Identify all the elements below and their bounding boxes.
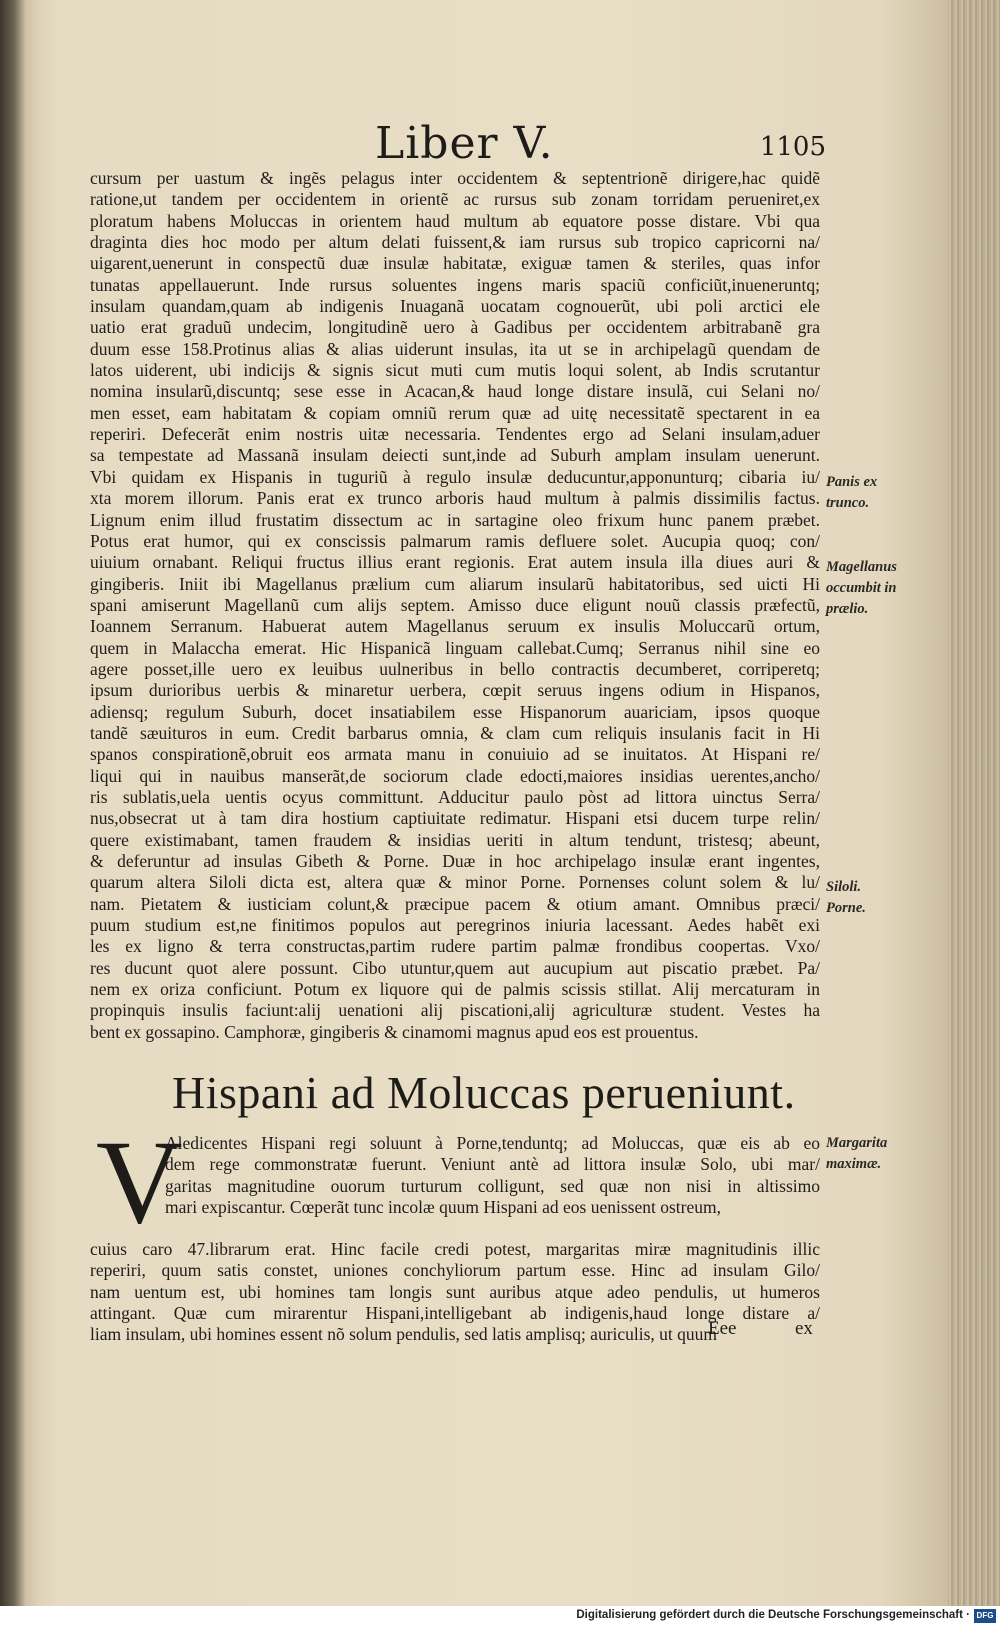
- text-line: nam. Pietatem & iusticiam colunt,& præcipue pacem & otium amant. Omnibus præci/: [90, 893, 820, 914]
- running-title: Liber V.: [375, 118, 554, 169]
- text-line: draginta dies hoc modo per altum delati fuissent,& iam rursus sub tropico capricorni na/: [90, 232, 820, 253]
- text-line: ploratum habens Moluccas in orientem haud multum ab equatore posse distare. Vbi qua: [90, 210, 820, 231]
- marginal-line: Magellanus: [826, 559, 897, 575]
- text-line: liqui qui in nauibus manserãt,de sociorum clade edocti,maiores insidias uerentes,ancho/: [90, 765, 820, 786]
- dfg-logo-icon: DFG: [974, 1609, 996, 1623]
- marginal-note-siloli: [826, 877, 936, 919]
- marginal-line: Margarita: [826, 1135, 888, 1151]
- marginal-line: Panis ex: [826, 474, 878, 490]
- dropcap-initial: [92, 1115, 183, 1248]
- text-line: tandẽ sæuituros in eum. Credit barbarus omnia, & clam cum reliquis insulanis facit in Hi: [90, 722, 820, 743]
- text-line: & deferuntur ad insulas Gibeth & Porne. Duæ in hoc archipelago insulæ erant ingentes,: [90, 851, 820, 871]
- text-line: liam insulam, ubi homines essent nõ solum pendulis, sed latis amplisq; auriculis, ut quum: [90, 1324, 718, 1345]
- text-line: Aledicentes Hispani regi soluunt à Porne,tenduntq; ad Moluccas, quæ eis ab eo: [165, 1133, 820, 1153]
- text-line: spanos conspirationẽ,obruit eos armata manu in conuiuio ad se inuitatos. At Hispani re/: [90, 744, 820, 765]
- text-line: mari expiscantur. Cœperãt tunc incolæ quum Hispani ad eos uenissent ostreum,: [165, 1197, 722, 1218]
- text-line: cuius caro 47.librarum erat. Hinc facile credi potest, margaritas miræ magnitudinis illic: [90, 1239, 820, 1259]
- text-line: uatio erat graduũ undecim, longitudinẽ uero à Gadibus per occidentem arbitrabanẽ gra: [90, 317, 820, 338]
- text-line: nam uentum est, ubi homines tam longis sunt auribus atque adeo pendulis, ut humeros: [90, 1281, 820, 1302]
- text-line: uiuium ornabant. Reliqui fructus illius erant regionis. Erat autem insula illa diues auri &: [90, 552, 820, 573]
- marginal-note-magellanus: [826, 557, 936, 620]
- text-line: quarum altera Siloli dicta est, altera quæ & minor Porne. Pornenses colunt solem & lu/: [90, 872, 820, 893]
- text-line: tunatas appellauerunt. Inde rursus soluentes ingens maris spaciũ conficiũt,inueneruntq;: [90, 274, 820, 295]
- marginal-line: trunco.: [826, 495, 870, 511]
- text-line: Potus erat humor, qui ex conscissis palmarum ramis defluere solet. Aucupia quoq; con/: [90, 530, 820, 551]
- text-line: ipsum durioribus uerbis & minaretur uerbera, cœpit seruus ingens odium in Hispanos,: [90, 680, 820, 701]
- text-line: bent ex gossapino. Camphoræ, gingiberis & cinamomi magnus apud eos est prouentus.: [90, 1021, 699, 1042]
- text-line: les ex ligno & terra constructas,partim rudere partim palmæ frondibus coopertas. Vxo/: [90, 936, 820, 957]
- text-line: agere posset,ille uero ex leuibus uulneribus in bello contractis decumberet, corriperetq;: [90, 658, 820, 679]
- text-line: cursum per uastum & ingẽs pelagus inter occidentem & septentrionẽ dirigere,hac quidẽ: [90, 168, 820, 188]
- text-line: reperiri, quum satis constet, uniones conchyliorum partum esse. Hinc ad insulam Gilo/: [90, 1260, 820, 1281]
- marginal-line: Siloli.: [826, 879, 862, 895]
- text-line: ratione,ut tandem per occidentem in orientẽ ac rursus sub zonam torridam perueniret,ex: [90, 189, 820, 210]
- text-line: dem rege commonstratæ fuerunt. Veniunt antè ad littora insulæ Solo, ubi mar/: [165, 1154, 820, 1175]
- text-line: nem ex oriza conficiunt. Potum ex liquore qui de palmis scissis stillat. Alij mercaturam in: [90, 979, 820, 1000]
- text-line: nus,obsecrat ut à tam dira hostium captiuitate redimatur. Hispani etsi ducem turpe relin/: [90, 808, 820, 829]
- marginal-line: Porne.: [826, 900, 866, 916]
- text-line: Lignum enim illud frustatim dissectum ac in sartagine oleo frixum hunc panem præbet.: [90, 509, 820, 530]
- text-line: adiensq; regulum Suburh, docet insatiabilem esse Hispanorum auariciam, ipsos quoque: [90, 701, 820, 722]
- text-line: sa tempestate ad Massanã insulam deiecti sunt,inde ad Suburh amplam insulam uenerunt.: [90, 445, 820, 466]
- section-text-block: [165, 1133, 820, 1218]
- text-line: garitas magnitudine ouorum turturum colligunt, sed quæ non nisi in altissimo: [165, 1175, 820, 1196]
- text-line: reperiri. Defecerãt enim nostris uitæ necessaria. Tendentes ergo ad Selani insulam,aduer: [90, 424, 820, 445]
- marginal-note-panis: [826, 472, 936, 514]
- signature-mark: Eee: [708, 1318, 737, 1339]
- text-line: ris sublatis,uela uentis ocyus committunt. Adducitur paulo pòst ad littora uinctus Serra/: [90, 786, 820, 807]
- marginal-note-margarita: [826, 1133, 936, 1175]
- text-line: duum esse 158.Protinus alias & alias uiderunt insulas, ita ut se in archipelagũ quendam de: [90, 338, 820, 359]
- text-line: uigarent,uenerunt in conspectũ duæ insulæ habitatæ, exiguæ tamen & steriles, quas infor: [90, 253, 820, 274]
- text-line: propinquis insulis faciunt:alij uenationi alij piscationi,alij agriculturæ student. Vestes ha: [90, 1000, 820, 1021]
- digitization-footer: [0, 1606, 1000, 1627]
- text-line: latos uiderent, ubi indicijs & signis sicut muti cum mutis loqui solent, ab Indis scrutantur: [90, 360, 820, 381]
- marginal-line: occumbit in: [826, 580, 897, 596]
- catchword: ex: [795, 1318, 813, 1339]
- section-heading: Hispani ad Moluccas perueniunt.: [172, 1067, 796, 1118]
- text-line: Ioannem Serranum. Habuerat autem Magellanus seruum ex insulis Moluccarũ ortum,: [90, 616, 820, 637]
- footer-credit: Digitalisierung gefördert durch die Deutsche Forschungsgemeinschaft ·: [576, 1609, 970, 1621]
- page-edges: [948, 0, 1000, 1627]
- text-line: gingiberis. Iniit ibi Magellanus prælium cum aliarum insularũ habitatoribus, sed uicti Hi: [90, 573, 820, 594]
- text-line: quere existimabant, tamen fraudem & insidias ueriti in altum tendunt, tristesq; abeunt,: [90, 829, 820, 850]
- text-line: puum studium est,ne finitimos populos aut peregrinos iniuria lacessant. Aedes habẽt exi: [90, 915, 820, 936]
- text-line: insulam quandam,quam ab indigenis Inuaganã uocatam cognouerũt, ubi poli arctici ele: [90, 296, 820, 317]
- page-number: 1105: [759, 132, 826, 162]
- text-line: Vbi quidam ex Hispanis in tuguriũ à regulo insulæ deducuntur,apponunturq; cibaria iu/: [90, 466, 820, 487]
- main-text-block: [90, 168, 820, 1043]
- text-line: nomina insularũ,discuntq; sese esse in Acacan,& haud longe distare insulã, cui Selani no/: [90, 381, 820, 402]
- text-line: res ducunt quot alere possunt. Cibo utuntur,quem aut aucupium aut piscatio præbet. Pa/: [90, 957, 820, 978]
- text-line: spani amiserunt Magellanũ cum alijs septem. Amisso duce eligunt nouũ classis præfectũ,: [90, 594, 820, 615]
- text-line: xta morem illorum. Panis erat ex trunco arboris haud multum à palmis dissimilis factus.: [90, 488, 820, 509]
- dropcap-letter: V: [96, 1115, 183, 1248]
- text-line: attingant. Quæ cum mirarentur Hispani,intelligebant ab indigenis,haud longe distare a/: [90, 1303, 820, 1324]
- marginal-line: maximæ.: [826, 1156, 882, 1172]
- marginal-line: prælio.: [826, 601, 869, 617]
- text-line: quem in Malaccha emerat. Hic Hispanicã linguam callebat.Cumq; Serranus nihil sine eo: [90, 637, 820, 658]
- text-line: men esset, eam habitatam & copiam omniũ rerum quæ ad uitę necessitatẽ spectarent in ea: [90, 402, 820, 423]
